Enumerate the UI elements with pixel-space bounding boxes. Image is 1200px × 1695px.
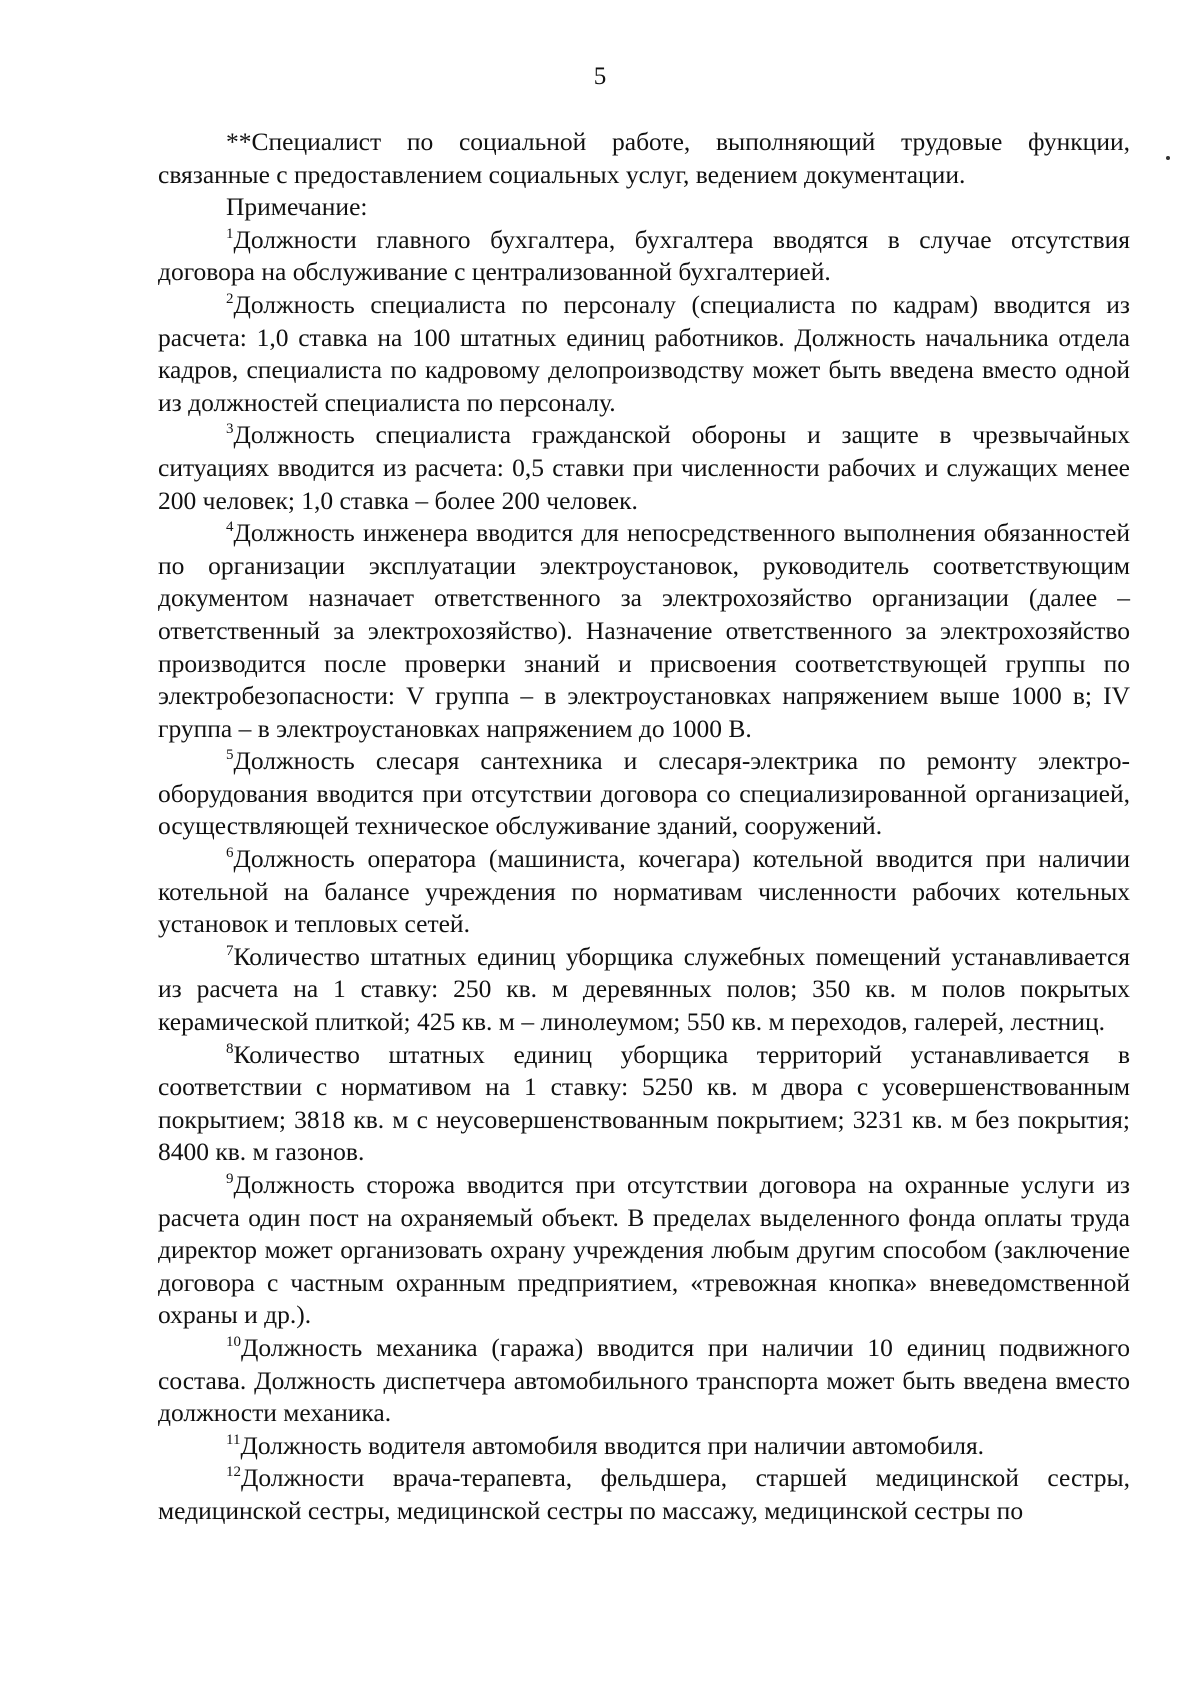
footnote-number: 1 — [226, 225, 234, 242]
footnote-number: 6 — [226, 845, 234, 862]
paragraph-text: Должность инженера вводится для непосредственного выполнения обязанностей по организации эксплуатации электроустановок, руководитель соответствующим документом назначает ответственного за электрохозяйство организации (далее – ответственный за электрохозяйство). Назначение ответственного за электрохозяйство производится после проверки знаний и присвоения соответствующей группы по электробезопасности: V группа – в электроустановках напряжением выше 1000 в; IV группа – в электроустановках напряжением до 1000 В. — [158, 518, 1130, 743]
paragraph-text: Должности главного бухгалтера, бухгалтера вводятся в случае отсутствия договора на обслуживание с централизованной бухгалтерией. — [158, 224, 1130, 287]
paragraph-text: Должность водителя автомобиля вводится при наличии автомобиля. — [240, 1430, 985, 1460]
paragraph-text: Примечание: — [226, 192, 368, 222]
footnote-number: 2 — [226, 290, 234, 307]
footnote-number: 11 — [226, 1431, 241, 1448]
footnote-11 — [158, 1430, 1130, 1463]
paragraph-text: Должность специалиста гражданской обороны и защите в чрезвычайных ситуациях вводится из расчета: 0,5 ставки при численности рабочих и служащих менее 200 человек; 1,0 ставка – более 200 человек. — [158, 420, 1130, 515]
footnote-number: 12 — [226, 1464, 241, 1481]
footnote-number: 9 — [226, 1171, 234, 1187]
paragraph-social-worker-note — [158, 126, 1130, 191]
footnote-4 — [158, 517, 1130, 745]
note-heading — [158, 191, 1130, 224]
paragraph-text: Должности врача-терапевта, фельдшера, старшей медицинской сестры, медицинской сестры, медицинской сестры по массажу, медицинской сестры по — [158, 1463, 1130, 1525]
footnote-5 — [158, 745, 1130, 843]
footnote-7 — [158, 941, 1130, 1039]
paragraph-text: Должность механика (гаража) вводится при наличии 10 единиц подвижного состава. Должность диспетчера автомобильного транспорта может быть введена вместо должности механика. — [158, 1332, 1130, 1428]
footnote-1 — [158, 224, 1130, 289]
footnote-6 — [158, 843, 1130, 941]
paragraph-text: Количество штатных единиц уборщика территорий устанавливается в соответствии с нормативом на 1 ставку: 5250 кв. м двора с усовершенствованным покрытием; 3818 кв. м с неусовершенствованным покрытием; 3231 кв. м без покрытия; 8400 кв. м газонов. — [158, 1039, 1130, 1167]
footnote-3 — [158, 419, 1130, 517]
page-number: 5 — [593, 63, 607, 90]
footnote-8 — [158, 1039, 1130, 1169]
paragraph-text: Количество штатных единиц уборщика служебных помещений устанавливается из расчета на 1 ставку: 250 кв. м деревянных полов; 350 кв. м полов покрытых керамической плиткой; 425 кв. м – линолеумом; 550 кв. м переходов, галерей, лестниц. — [158, 941, 1130, 1037]
footnote-number: 3 — [226, 421, 234, 438]
footnote-number: 7 — [226, 942, 234, 959]
footnote-10 — [158, 1332, 1130, 1430]
footnote-9 — [158, 1169, 1130, 1332]
paragraph-text: Должность слесаря сантехника и слесаря-электрика по ремонту электрооборудования вводится при отсутствии договора со специализированной организацией, осуществляющей техническое обслуживание зданий, сооружений. — [158, 746, 1130, 841]
footnote-number: 5 — [226, 747, 234, 764]
paragraph-text: Должность специалиста по персоналу (специалиста по кадрам) вводится из расчета: 1,0 ставка на 100 штатных единиц работников. Должность начальника отдела кадров, специалиста по кадровому делопроизводству может быть введена вместо одной из должностей специалиста по персоналу. — [158, 289, 1130, 417]
footnote-number: 10 — [226, 1333, 241, 1350]
scan-speck — [1166, 156, 1170, 160]
footnote-number: 8 — [226, 1040, 234, 1057]
paragraph-text: Должность оператора (машиниста, кочегара) котельной вводится при наличии котельной на балансе учреждения по нормативам численности рабочих котельных установок и тепловых сетей. — [158, 844, 1130, 939]
footnote-number: 4 — [226, 519, 234, 536]
footnote-12 — [158, 1462, 1130, 1527]
paragraph-text: Должность сторожа вводится при отсутствии договора на охранные услуги из расчета один пост на охраняемый объект. В пределах выделенного фонда оплаты труда директор может организовать охрану учреждения любым другим способом (заключение договора с частным охранным предприятием, «тревожная кнопка» вневедомственной охраны и др.). — [158, 1170, 1130, 1330]
document-body — [158, 126, 1130, 1528]
paragraph-text: **Специалист по социальной работе, выполняющий трудовые функции, связанные с предоставлением социальных услуг, ведением документации. — [158, 127, 1130, 189]
footnote-2 — [158, 289, 1130, 419]
